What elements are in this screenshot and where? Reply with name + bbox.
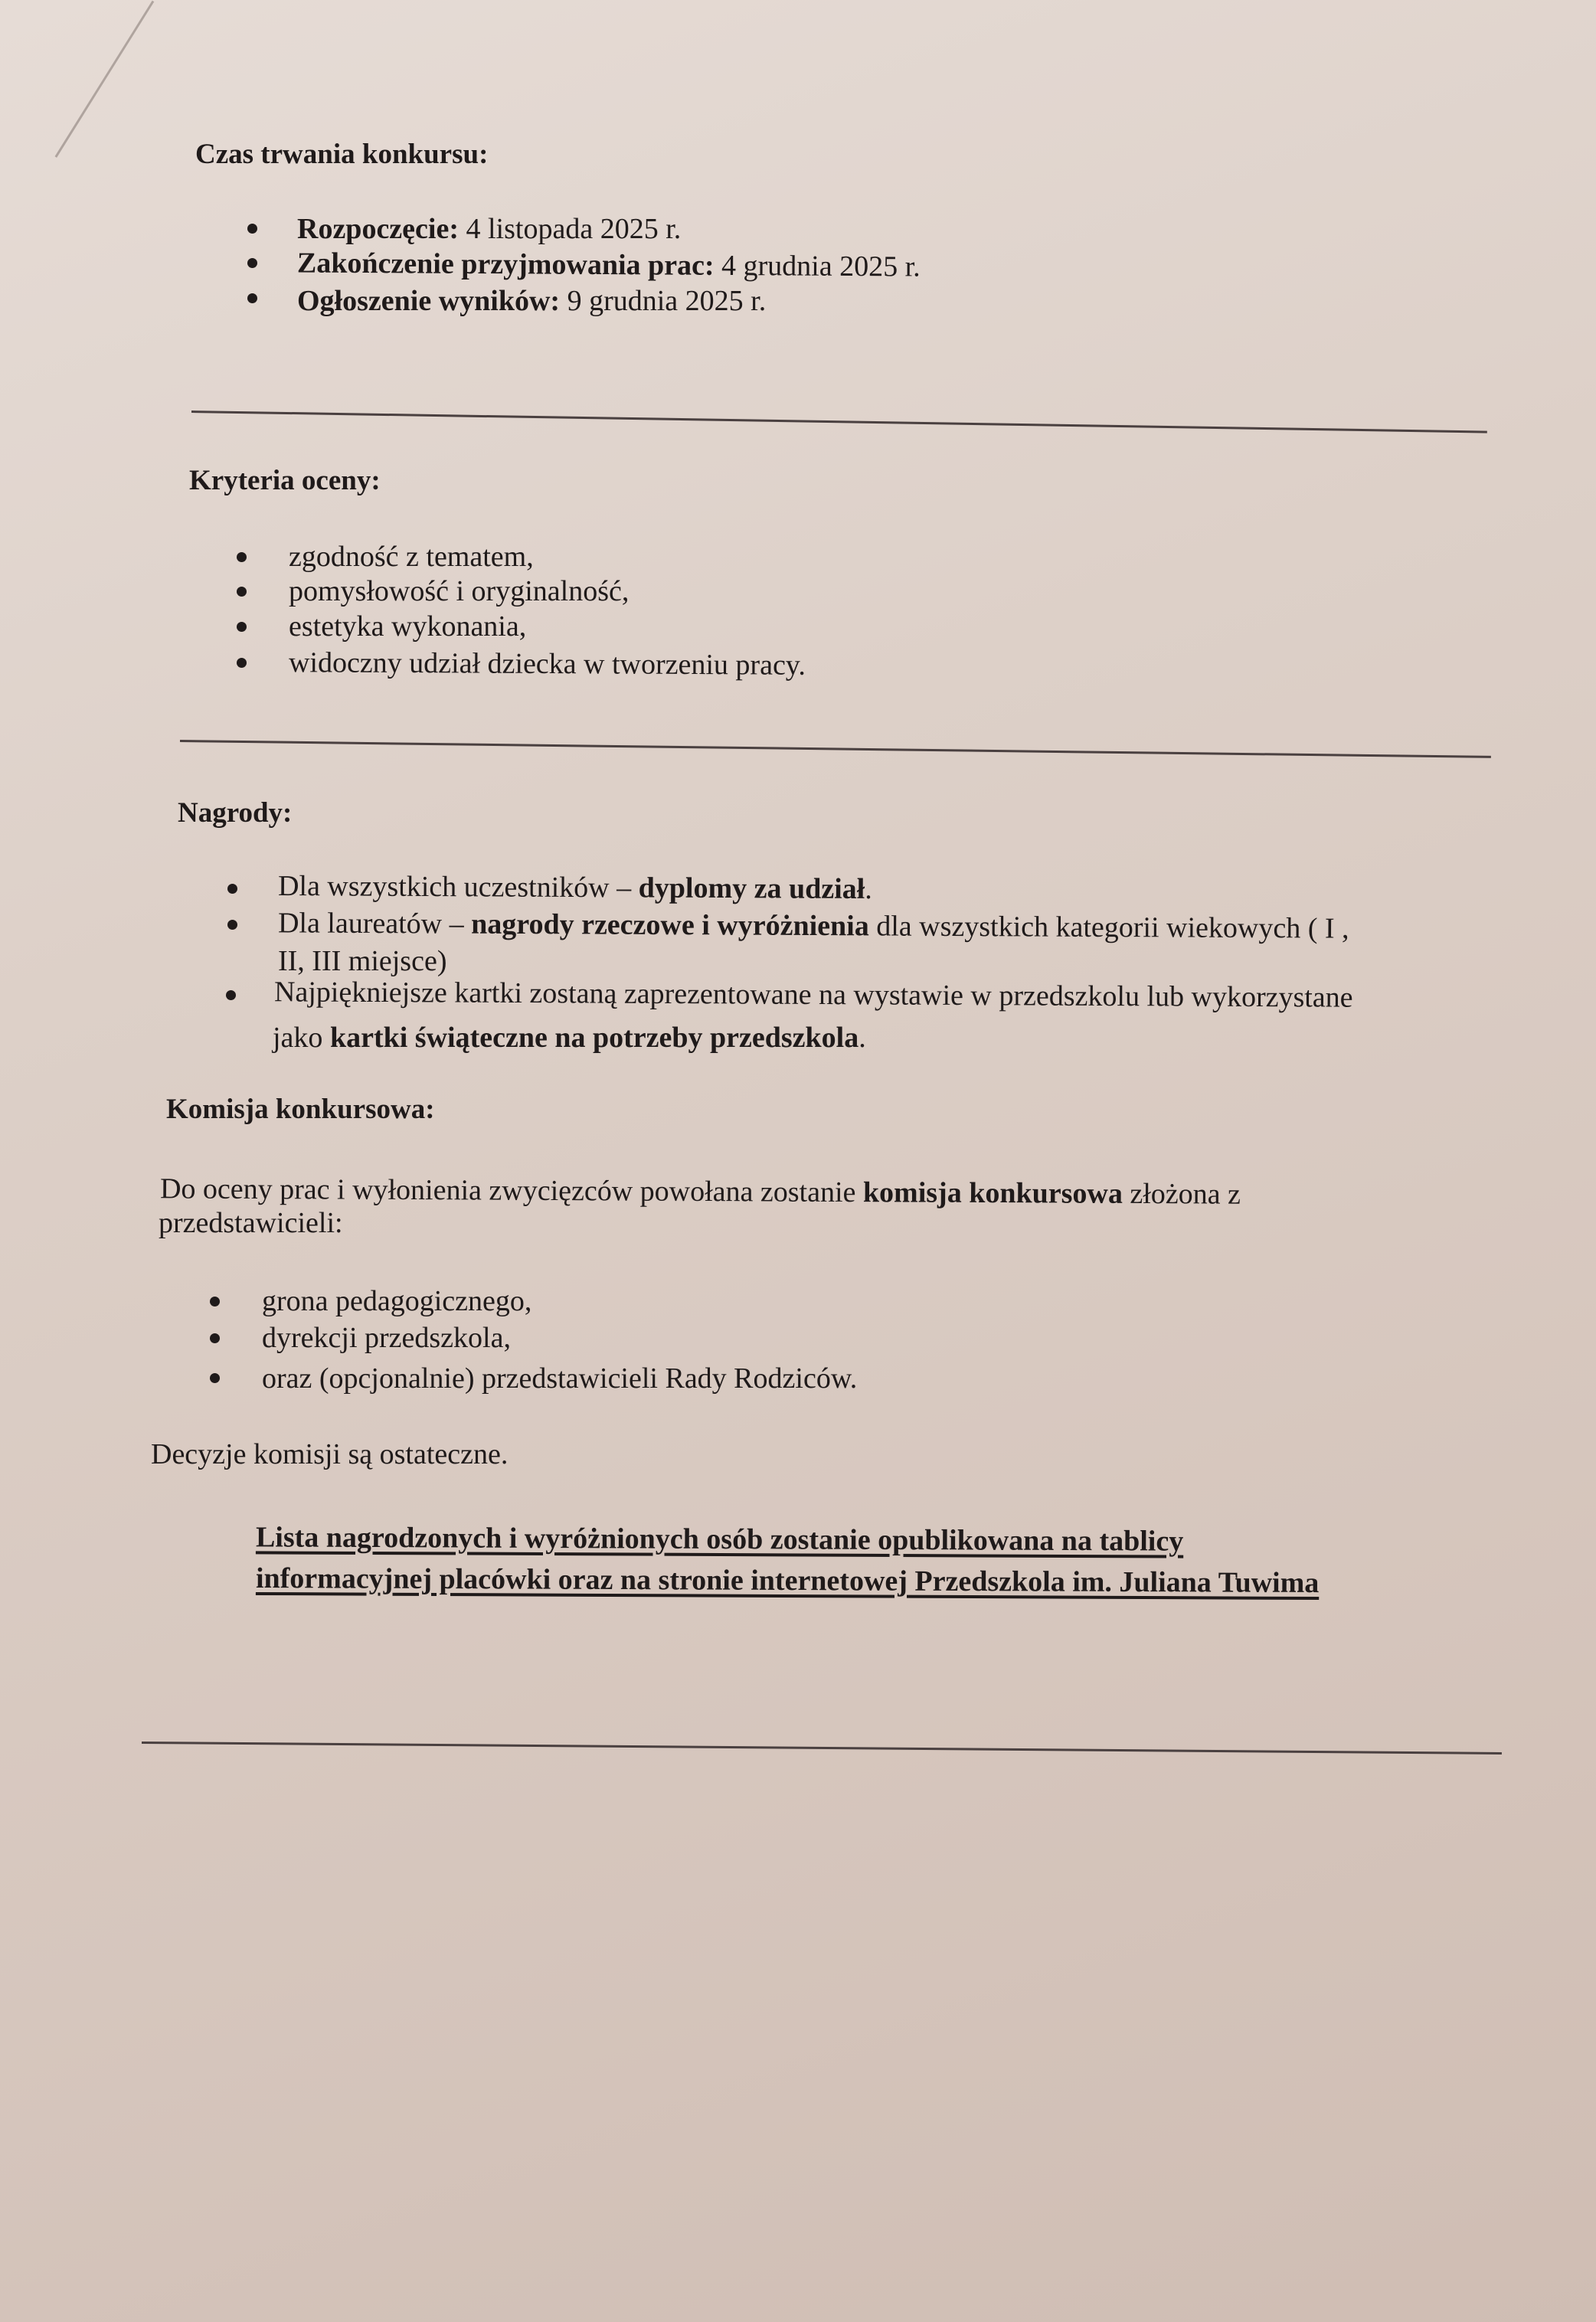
prizes-heading: Nagrody: bbox=[178, 797, 293, 829]
paper-fold-shadow bbox=[55, 1, 155, 158]
committee-heading: Komisja konkursowa: bbox=[166, 1094, 435, 1125]
bullet bbox=[227, 920, 237, 930]
bullet bbox=[210, 1333, 220, 1343]
bullet bbox=[237, 587, 247, 597]
schedule-item bbox=[297, 249, 921, 282]
notice-line: Lista nagrodzonych i wyróżnionych osób zostanie opublikowana na tablicy bbox=[255, 1521, 1184, 1558]
committee-paragraph bbox=[159, 1172, 1241, 1211]
schedule-value: 4 grudnia 2025 r. bbox=[714, 249, 921, 283]
criteria-item: zgodność z tematem, bbox=[289, 541, 534, 573]
text: dla wszystkich kategorii wiekowych ( I , bbox=[868, 910, 1349, 945]
prize-item bbox=[278, 908, 1349, 943]
text: Do oceny prac i wyłonienia zwycięzców powołana zostanie bbox=[159, 1172, 864, 1209]
prize-item-continued: II, III miejsce) bbox=[278, 945, 447, 977]
committee-item: grona pedagogicznego, bbox=[262, 1285, 532, 1317]
criteria-item: widoczny udział dziecka w tworzeniu pracy. bbox=[288, 646, 806, 682]
committee-decision: Decyzje komisji są ostateczne. bbox=[151, 1438, 509, 1470]
schedule-label: Ogłoszenie wyników: bbox=[297, 285, 561, 317]
schedule-value: 9 grudnia 2025 r. bbox=[560, 285, 767, 317]
schedule-heading: Czas trwania konkursu: bbox=[195, 139, 489, 170]
text: Dla laureatów – bbox=[277, 907, 472, 940]
schedule-item bbox=[297, 214, 681, 244]
notice-line: informacyjnej placówki oraz na stronie internetowej Przedszkola im. Juliana Tuwima bbox=[255, 1562, 1320, 1600]
text: Dla wszystkich uczestników – bbox=[277, 869, 639, 904]
bold-text: nagrody rzeczowe i wyróżnienia bbox=[471, 908, 869, 943]
bullet bbox=[247, 258, 257, 268]
committee-item: dyrekcji przedszkola, bbox=[262, 1322, 511, 1354]
bold-text: komisja konkursowa bbox=[862, 1176, 1123, 1210]
divider bbox=[142, 1742, 1502, 1755]
criteria-heading: Kryteria oceny: bbox=[189, 465, 381, 496]
bullet bbox=[247, 293, 257, 303]
bullet bbox=[237, 552, 247, 562]
bullet bbox=[210, 1297, 220, 1307]
text: jako bbox=[273, 1022, 330, 1054]
bullet bbox=[210, 1373, 220, 1383]
bullet bbox=[237, 658, 247, 668]
criteria-item: pomysłowość i oryginalność, bbox=[289, 575, 630, 607]
schedule-item bbox=[297, 286, 766, 316]
text: . bbox=[859, 1022, 866, 1054]
text: złożona z bbox=[1122, 1177, 1241, 1211]
schedule-value: 4 listopada 2025 r. bbox=[459, 213, 682, 245]
bullet bbox=[237, 622, 247, 632]
bold-text: kartki świąteczne na potrzeby przedszkola bbox=[329, 1022, 859, 1054]
bullet bbox=[227, 884, 237, 894]
criteria-item: estetyka wykonania, bbox=[289, 610, 527, 643]
text: . bbox=[865, 872, 872, 906]
prize-item-continued bbox=[273, 1023, 866, 1052]
bold-text: dyplomy za udział bbox=[638, 872, 865, 905]
divider bbox=[191, 410, 1487, 433]
prize-item bbox=[277, 869, 872, 906]
committee-item: oraz (opcjonalnie) przedstawicieli Rady Rodziców. bbox=[262, 1362, 858, 1395]
bullet bbox=[247, 224, 257, 234]
committee-paragraph-continued: przedstawicieli: bbox=[159, 1207, 343, 1239]
divider bbox=[180, 740, 1491, 758]
schedule-label: Rozpoczęcie: bbox=[297, 213, 459, 245]
bullet bbox=[226, 990, 236, 1000]
prize-item: Najpiękniejsze kartki zostaną zaprezentowane na wystawie w przedszkolu lub wykorzystane bbox=[273, 976, 1353, 1014]
schedule-label: Zakończenie przyjmowania prac: bbox=[296, 247, 715, 282]
